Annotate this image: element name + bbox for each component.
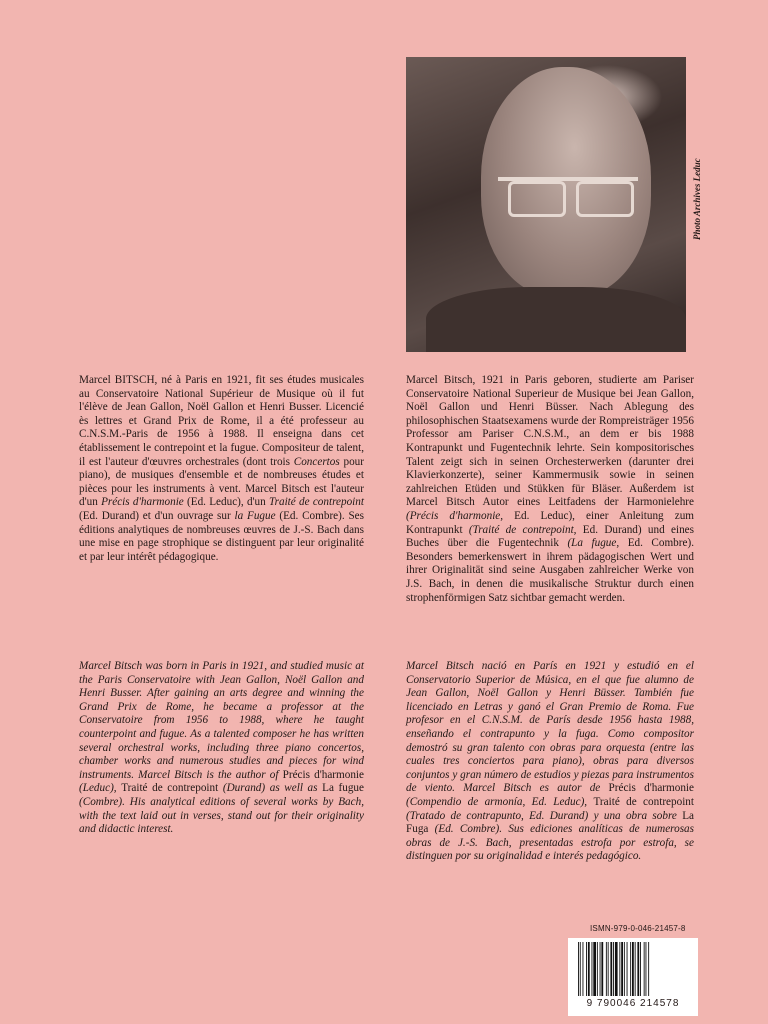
barcode-number: 9 790046 214578 bbox=[586, 998, 680, 1009]
biography-english: Marcel Bitsch was born in Paris in 1921, and studied music at the Paris Conservatoire with Jean Gallon, Noël Gallon and Henri Busser. After gaining an arts degree and winning the Grand Prix de Rome, he became a professor at the Conservatoire from 1956 to 1988, where he taught counterpoint and fugue. As a talented composer he has written several orchestral works, including three piano concertos, chamber works and numerous studies and pieces for wind instruments. Marcel Bitsch is the author of Précis d'harmonie (Leduc), Traité de contrepoint (Durand) as well as La fugue (Combre). His analytical editions of several works by Bach, with the text laid out in verses, stand out for their originality and didactic interest. bbox=[79, 660, 364, 836]
barcode bbox=[568, 938, 698, 1016]
ismn-label: ISMN-979-0-046-21457-8 bbox=[590, 924, 686, 933]
barcode-bars bbox=[576, 942, 690, 996]
biography-german: Marcel Bitsch, 1921 in Paris geboren, studierte am Pariser Conservatoire National Superieur de Musique bei Jean Gallon, Noël Gallon und Henri Büsser. Nach Ablegung des philosophischen Staatsexamens wurde der Rompreisträger 1956 Professor am Pariser C.N.S.M., an dem er bis 1988 Kontrapunkt und Fugentechnik lehrte. Sein kompositorisches Talent zeigt sich in seinen Orchesterwerken (darunter drei Klavierkonzerte), seiner Kammermusik sowie in seinen zahlreichen Etüden und Stükken für Bläser. Außerdem ist Marcel Bitsch Autor eines Leitfadens der Harmonielehre (Précis d'harmonie, Ed. Leduc), einer Anleitung zum Kontrapunkt (Traité de contrepoint, Ed. Durand) und eines Buches über die Fugentechnik (La fugue, Ed. Combre). Besonders bemerkenswert in ihrem pädagogischen Wert und ihrer Originalität sind seine Ausgaben zahlreicher Werke von J.S. Bach, in denen die musikalische Struktur durch einen strophenförmigen Satz sichtbar gemacht werden. bbox=[406, 374, 694, 604]
portrait-coat bbox=[426, 287, 686, 352]
photo-credit: Photo Archives Leduc bbox=[692, 158, 702, 240]
composer-portrait-photo bbox=[406, 57, 686, 352]
portrait-glasses bbox=[498, 177, 638, 221]
biography-french: Marcel BITSCH, né à Paris en 1921, fit ses études musicales au Conservatoire National Supérieur de Musique où il fut l'élève de Jean Gallon, Noël Gallon et Henri Busser. Licencié ès lettres et Grand Prix de Rome, il a été professeur au C.N.S.M.-Paris de 1956 à 1988. Il enseigna dans cet établissement le contrepoint et la fugue. Compositeur de talent, il est l'auteur d'œuvres orchestrales (dont trois Concertos pour piano), de musiques d'ensemble et de nombreuses études et pièces pour les instruments à vent. Marcel Bitsch est l'auteur d'un Précis d'harmonie (Ed. Leduc), d'un Traité de contrepoint (Ed. Durand) et d'un ouvrage sur la Fugue (Ed. Combre). Ses éditions analytiques de nombreuses œuvres de J.-S. Bach dans une mise en page strophique se distinguent par leur originalité et par leur intérêt pédagogique. bbox=[79, 374, 364, 563]
biography-spanish: Marcel Bitsch nació en París en 1921 y estudió en el Conservatorio Superior de Música, en el que fue alumno de Jean Gallon, Noël Gallon y Henri Büsser. También fue licenciado en Letras y ganó el Gran Premio de Roma. Fue profesor en el C.N.S.M. de París desde 1956 hasta 1988, enseñando el contrapunto y la fuga. Como compositor demostró su gran talento con obras para orquesta (entre las cuales tres conciertos para piano), obras para diversos conjuntos y gran número de estudios y piezas para instrumentos de viento. Marcel Bitsch es autor de Précis d'harmonie (Compendio de armonía, Ed. Leduc), Traité de contrepoint (Tratado de contrapunto, Ed. Durand) y una obra sobre La Fuga (Ed. Combre). Sus ediciones analíticas de numerosas obras de J.-S. Bach, presentadas estrofa por estrofa, se distinguen por su originalidad e interés pedagógico. bbox=[406, 660, 695, 863]
